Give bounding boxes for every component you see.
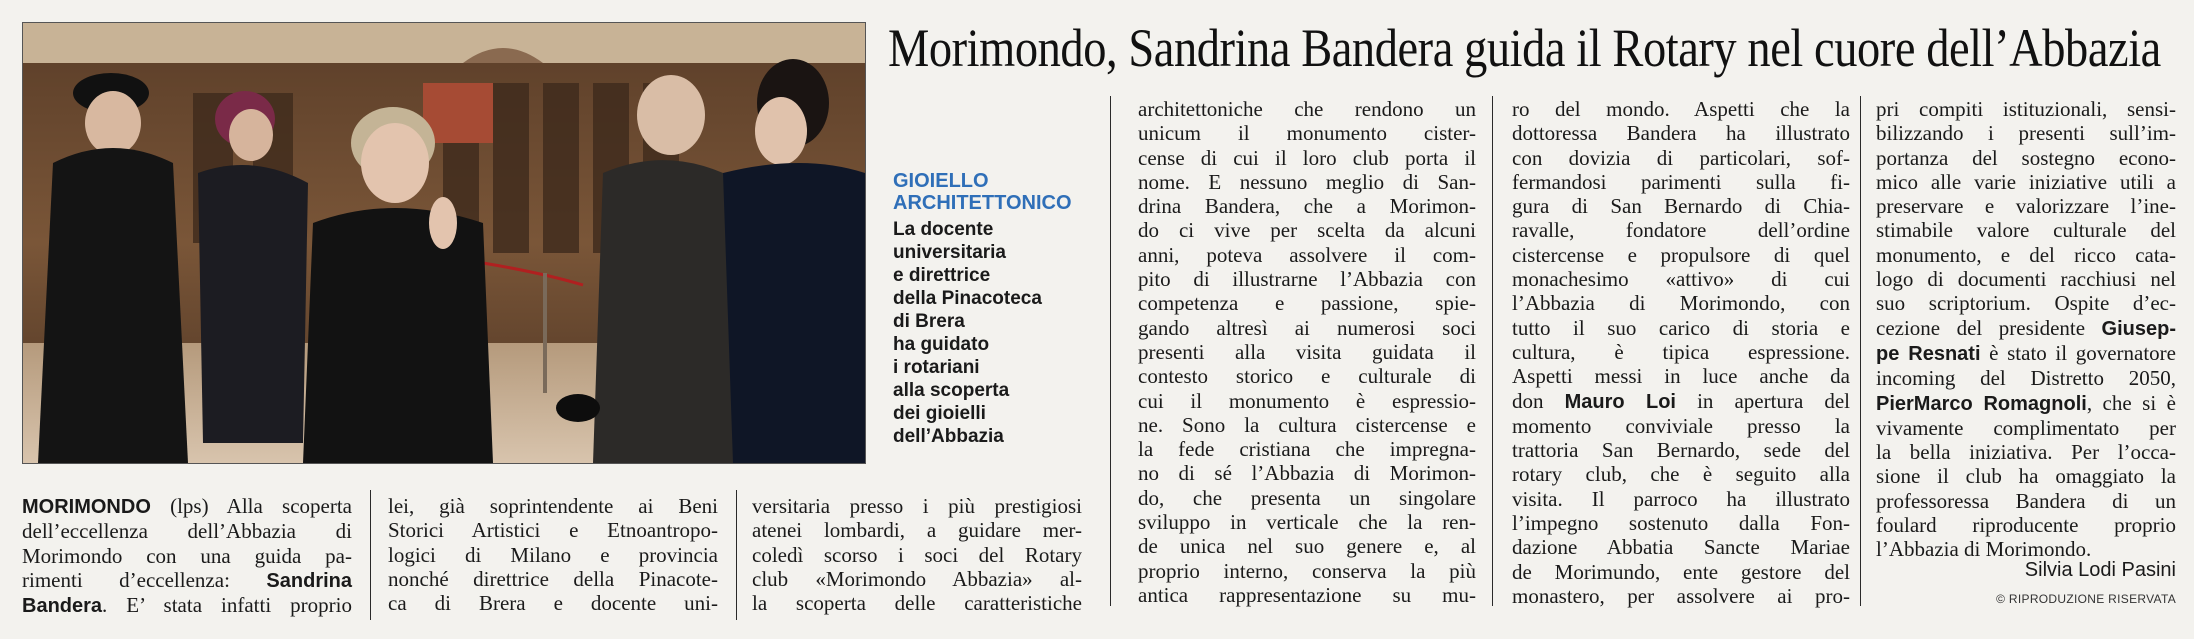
column-divider [1860,96,1861,606]
body-line: contesto storico e culturale di [1138,364,1476,389]
article-photo [22,22,866,464]
abbey-group-photo [23,23,865,463]
body-line: do ci vive per scelta da alcuni [1138,218,1476,243]
body-line: de unica nel suo genere e, al [1138,534,1476,559]
article-column-1 [22,494,352,618]
body-line [22,494,352,519]
caption-line: La docente [893,219,994,240]
body-line: visita. Il parroco ha illustrato [1512,486,1850,511]
column-divider [1492,96,1493,606]
body-line: stimabile valore culturale del [1876,218,2176,243]
body-line: preservare e valorizzare l’ine- [1876,194,2176,219]
body-line: dottoressa Bandera ha illustrato [1512,121,1850,146]
body-line: ca di Brera e docente uni- [388,591,718,616]
body-line [22,593,352,618]
article-column-6 [1876,97,2176,562]
body-line: gando altresì ai numerosi soci [1138,315,1476,340]
body-line: l’impegno sostenuto dalla Fon- [1512,511,1850,536]
body-line: ro del mondo. Aspetti che la [1512,97,1850,121]
article-column-2 [388,494,718,615]
body-line: nome. E nessuno meglio di San- [1138,169,1476,194]
body-line: versitaria presso i più prestigiosi [752,494,1082,518]
caption-line: i rotariani [893,357,980,378]
body-line: drina Bandera, che a Morimon- [1138,194,1476,219]
body-line: cui il monumento è espressio- [1138,388,1476,413]
body-line: ne. Sono la cultura cistercense e [1138,412,1476,437]
body-text: in apertura del [1675,388,1851,413]
body-line: monumento, e del ricco cata- [1876,242,2176,267]
body-line: sviluppo in verticale che la ren- [1138,510,1476,535]
body-line: mico alle varie iniziative utili a [1876,169,2176,194]
person-name: Sandrina [266,569,352,592]
caption-kicker [893,170,1083,214]
body-line: coledì scorso i soci del Rotary [752,542,1082,567]
body-text: è stato il governatore [1980,340,2176,365]
body-line: anni, poteva assolvere il com- [1138,242,1476,267]
body-line: Morimondo con una guida pa- [22,543,352,568]
body-line: foulard riproducente proprio [1876,513,2176,538]
body-line: unicum il monumento cister- [1138,121,1476,146]
body-line: proprio interno, conserva la più [1138,558,1476,583]
article-column-5 [1512,97,1850,608]
caption-kicker-line: GIOIELLO [893,170,989,192]
person-name: Giusep- [2101,317,2176,340]
body-line: bilizzando i presenti sull’im- [1876,121,2176,146]
body-line: l’Abbazia di Morimondo, con [1512,291,1850,316]
body-line: cense di cui il loro club porta il [1138,145,1476,170]
body-line: sione il club ha omaggiato la [1876,464,2176,489]
body-line: professoressa Bandera di un [1876,488,2176,513]
article-column-4 [1138,97,1476,607]
body-line: momento conviviale presso la [1512,413,1850,438]
body-line: la fede cristiana che impregna- [1138,437,1476,462]
body-line: presenti alla visita guidata il [1138,339,1476,364]
body-line: logo di documenti racchiusi nel [1876,267,2176,292]
caption-line: dei gioielli [893,403,986,424]
body-line: la scoperta delle caratteristiche [752,591,1082,616]
body-line: pito di illustrarne l’Abbazia con [1138,267,1476,292]
body-line [1512,389,1850,414]
body-line: competenza e passione, spie- [1138,291,1476,316]
column-divider [370,490,371,620]
caption-line: alla scoperta [893,380,1010,401]
body-line: logici di Milano e provincia [388,542,718,567]
body-line: lei, già soprintendente ai Beni [388,494,718,518]
article-column-3 [752,494,1082,615]
body-line: antica rappresentazione su mu- [1138,582,1476,607]
caption-line: ha guidato [893,334,990,355]
body-line: tutto il suo carico di storia e [1512,315,1850,340]
body-line: vivamente complimentato per [1876,415,2176,440]
body-text: . E’ stata infatti proprio [102,593,352,618]
body-line: Storici Artistici e Etnoantropo- [388,518,718,543]
body-line: monachesimo «attivo» di cui [1512,267,1850,292]
caption-line: universitaria [893,242,1006,263]
body-line: do, che presenta un singolare [1138,485,1476,510]
body-text: don [1512,388,1565,413]
person-name: Mauro Loi [1564,390,1676,413]
body-line: gura di San Bernardo di Chia- [1512,194,1850,219]
body-line: incoming del Distretto 2050, [1876,366,2176,391]
body-line [1876,341,2176,366]
body-line: la bella iniziativa. Per l’occa- [1876,440,2176,465]
body-line: de Morimundo, ente gestore del [1512,559,1850,584]
body-text: rimenti d’eccellenza: [22,567,267,592]
person-name: pe Resnati [1876,342,1981,365]
body-line: dell’eccellenza dell’Abbazia di [22,519,352,544]
body-text: , che si è [2086,390,2176,415]
body-text: cezione del presidente [1876,315,2102,340]
copyright-notice: © RIPRODUZIONE RISERVATA [1996,592,2176,606]
body-line: cistercense e propulsore di quel [1512,242,1850,267]
body-line: suo scriptorium. Ospite d’ec- [1876,291,2176,316]
body-text: (lps) Alla scoperta [150,494,352,518]
dateline: MORIMONDO [22,496,151,518]
body-line [1876,391,2176,416]
body-line: con dovizia di particolari, sof- [1512,145,1850,170]
photo-caption [893,170,1083,448]
body-line: Aspetti messi in luce anche da [1512,364,1850,389]
body-line: no di sé l’Abbazia di Morimon- [1138,461,1476,486]
caption-line: dell’Abbazia [893,426,1004,447]
body-line: nonché direttrice della Pinacote- [388,566,718,591]
body-line: ravalle, fondatore dell’ordine [1512,218,1850,243]
column-divider [736,490,737,620]
column-divider [1110,96,1111,606]
body-line: portanza del sostegno econo- [1876,145,2176,170]
article-headline: Morimondo, Sandrina Bandera guida il Rotary nel cuore dell’Abbazia [888,18,2161,78]
body-line: atenei lombardi, a guidare mer- [752,518,1082,543]
caption-kicker-line: ARCHITETTONICO [893,192,1072,214]
body-line [22,568,352,593]
body-line: l’Abbazia di Morimondo. [1876,537,2092,562]
body-line: pri compiti istituzionali, sensi- [1876,97,2176,121]
person-name: PierMarco Romagnoli [1876,392,2087,415]
body-line [1876,316,2176,341]
caption-line: della Pinacoteca [893,288,1042,309]
author-signature: Silvia Lodi Pasini [2024,559,2176,581]
caption-line: di Brera [893,311,965,332]
body-line: club «Morimondo Abbazia» al- [752,566,1082,591]
person-name: Bandera [22,595,103,618]
body-line: trattoria San Bernardo, sede del [1512,438,1850,463]
body-line: fermandosi parimenti sulla fi- [1512,169,1850,194]
body-line: architettoniche che rendono un [1138,97,1476,121]
body-line: dazione Abbatia Sancte Mariae [1512,535,1850,560]
body-line: cultura, è tipica espressione. [1512,339,1850,364]
body-line: rotary club, che è seguito alla [1512,462,1850,487]
body-line: monastero, per assolvere ai pro- [1512,583,1850,608]
caption-line: e direttrice [893,265,991,286]
